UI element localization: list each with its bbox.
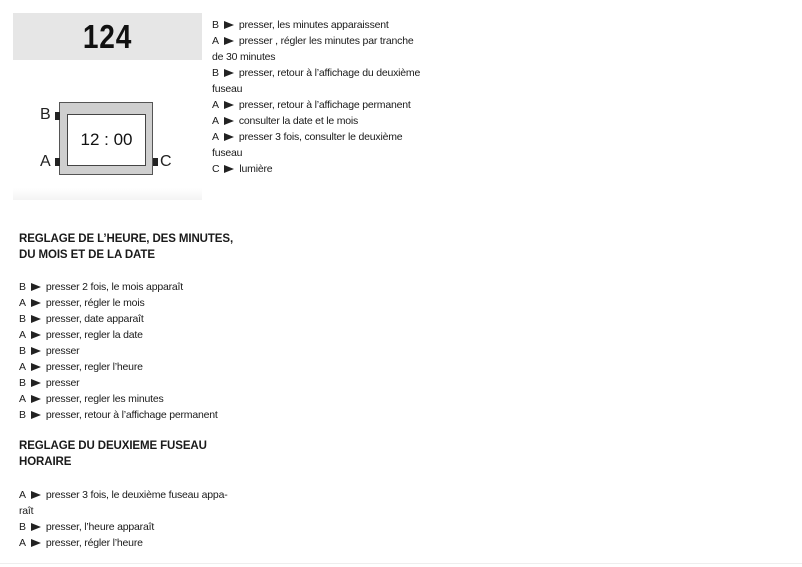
instruction-text: presser, date apparaît [45, 313, 144, 325]
arrow-right-icon [31, 363, 41, 371]
instruction-text: presser, regler les minutes [45, 393, 164, 405]
section2-steps [19, 487, 228, 551]
instruction-text: fuseau [212, 147, 243, 159]
page-bottom-rule [0, 563, 802, 564]
instruction-line [212, 81, 412, 97]
button-key: A [212, 115, 219, 127]
instruction-line [19, 343, 219, 359]
instruction-line [212, 129, 412, 145]
instruction-line [212, 113, 412, 129]
arrow-right-icon [31, 331, 41, 339]
instruction-line [19, 327, 219, 343]
arrow-right-icon [224, 37, 234, 45]
instruction-text: presser, retour à l’affichage du deuxième [238, 67, 421, 79]
instruction-text: presser 3 fois, le deuxième fuseau appa- [45, 489, 228, 501]
instruction-text: presser [45, 377, 80, 389]
instruction-text: consulter la date et le mois [238, 115, 359, 127]
section2 [19, 438, 219, 470]
arrow-right-icon [224, 69, 234, 77]
arrow-right-icon [224, 133, 234, 141]
arrow-right-icon [224, 117, 234, 125]
instruction-line [212, 17, 412, 33]
instruction-line [212, 65, 421, 81]
instruction-line [19, 375, 219, 391]
button-key: B [19, 521, 26, 533]
instruction-text: presser, regler la date [45, 329, 143, 341]
button-key: A [212, 99, 219, 111]
instruction-line [19, 279, 219, 295]
instruction-line [19, 311, 219, 327]
instruction-line [19, 535, 219, 551]
section1 [19, 231, 234, 263]
instruction-line [19, 359, 219, 375]
instruction-line [19, 487, 228, 503]
button-key: A [19, 329, 26, 341]
arrow-right-icon [31, 315, 41, 323]
section2-heading-line1: REGLAGE DU DEUXIEME FUSEAU [19, 440, 207, 452]
instruction-line [19, 519, 219, 535]
button-key: B [212, 19, 219, 31]
arrow-right-icon [31, 347, 41, 355]
instruction-text: presser, l’heure apparaît [45, 521, 155, 533]
instruction-line [212, 49, 412, 65]
button-key: B [19, 345, 26, 357]
button-key: B [19, 377, 26, 389]
button-key: A [19, 393, 26, 405]
arrow-right-icon [31, 523, 41, 531]
arrow-right-icon [31, 411, 41, 419]
button-a-stub [55, 158, 60, 166]
section1-steps [19, 279, 219, 423]
section1-heading-line1: REGLAGE DE L’HEURE, DES MINUTES, [19, 233, 234, 245]
button-c-stub [153, 158, 158, 166]
instruction-line [212, 33, 412, 49]
arrow-right-icon [31, 539, 41, 547]
model-number: 124 [82, 18, 133, 55]
button-key: C [212, 163, 220, 175]
instruction-line [19, 391, 219, 407]
instruction-text: de 30 minutes [212, 51, 276, 63]
button-key: A [19, 489, 26, 501]
instruction-text: presser 2 fois, le mois apparaît [45, 281, 183, 293]
arrow-right-icon [31, 395, 41, 403]
instruction-text: fuseau [212, 83, 243, 95]
instruction-text: presser, retour à l’affichage permanent [45, 409, 218, 421]
button-b-label: B [40, 106, 51, 123]
instruction-text: presser, régler le mois [45, 297, 145, 309]
button-b-stub [55, 112, 60, 120]
button-key: A [212, 35, 219, 47]
arrow-right-icon [31, 379, 41, 387]
arrow-right-icon [224, 21, 234, 29]
instruction-text: presser, regler l’heure [45, 361, 143, 373]
section2-heading-line2: HORAIRE [19, 456, 72, 468]
button-a-label: A [40, 153, 51, 170]
instruction-text: presser, retour à l’affichage permanent [238, 99, 411, 111]
instruction-text: raît [19, 505, 34, 517]
arrow-right-icon [224, 165, 234, 173]
instruction-text: presser 3 fois, consulter le deuxième [238, 131, 403, 143]
button-key: B [212, 67, 219, 79]
instruction-text: presser, les minutes apparaissent [238, 19, 389, 31]
button-key: A [19, 361, 26, 373]
button-c-label: C [160, 153, 172, 170]
instruction-line [212, 97, 412, 113]
model-number-box [13, 13, 202, 60]
instruction-text: presser, régler l’heure [45, 537, 143, 549]
instruction-text: presser [45, 345, 80, 357]
watch-time: 12 : 00 [80, 130, 133, 149]
arrow-right-icon [224, 101, 234, 109]
button-key: A [19, 537, 26, 549]
section1-heading-line2: DU MOIS ET DE LA DATE [19, 249, 155, 261]
right-column-instructions [212, 17, 421, 177]
button-key: B [19, 313, 26, 325]
instruction-text: presser , régler les minutes par tranche [238, 35, 414, 47]
button-key: A [19, 297, 26, 309]
arrow-right-icon [31, 283, 41, 291]
instruction-line [212, 161, 412, 177]
arrow-right-icon [31, 491, 41, 499]
instruction-text: lumière [239, 163, 273, 175]
arrow-right-icon [31, 299, 41, 307]
button-key: A [212, 131, 219, 143]
instruction-line [19, 407, 219, 423]
button-key: B [19, 281, 26, 293]
instruction-line [19, 295, 219, 311]
instruction-line [212, 145, 412, 161]
button-key: B [19, 409, 26, 421]
instruction-line [19, 503, 219, 519]
